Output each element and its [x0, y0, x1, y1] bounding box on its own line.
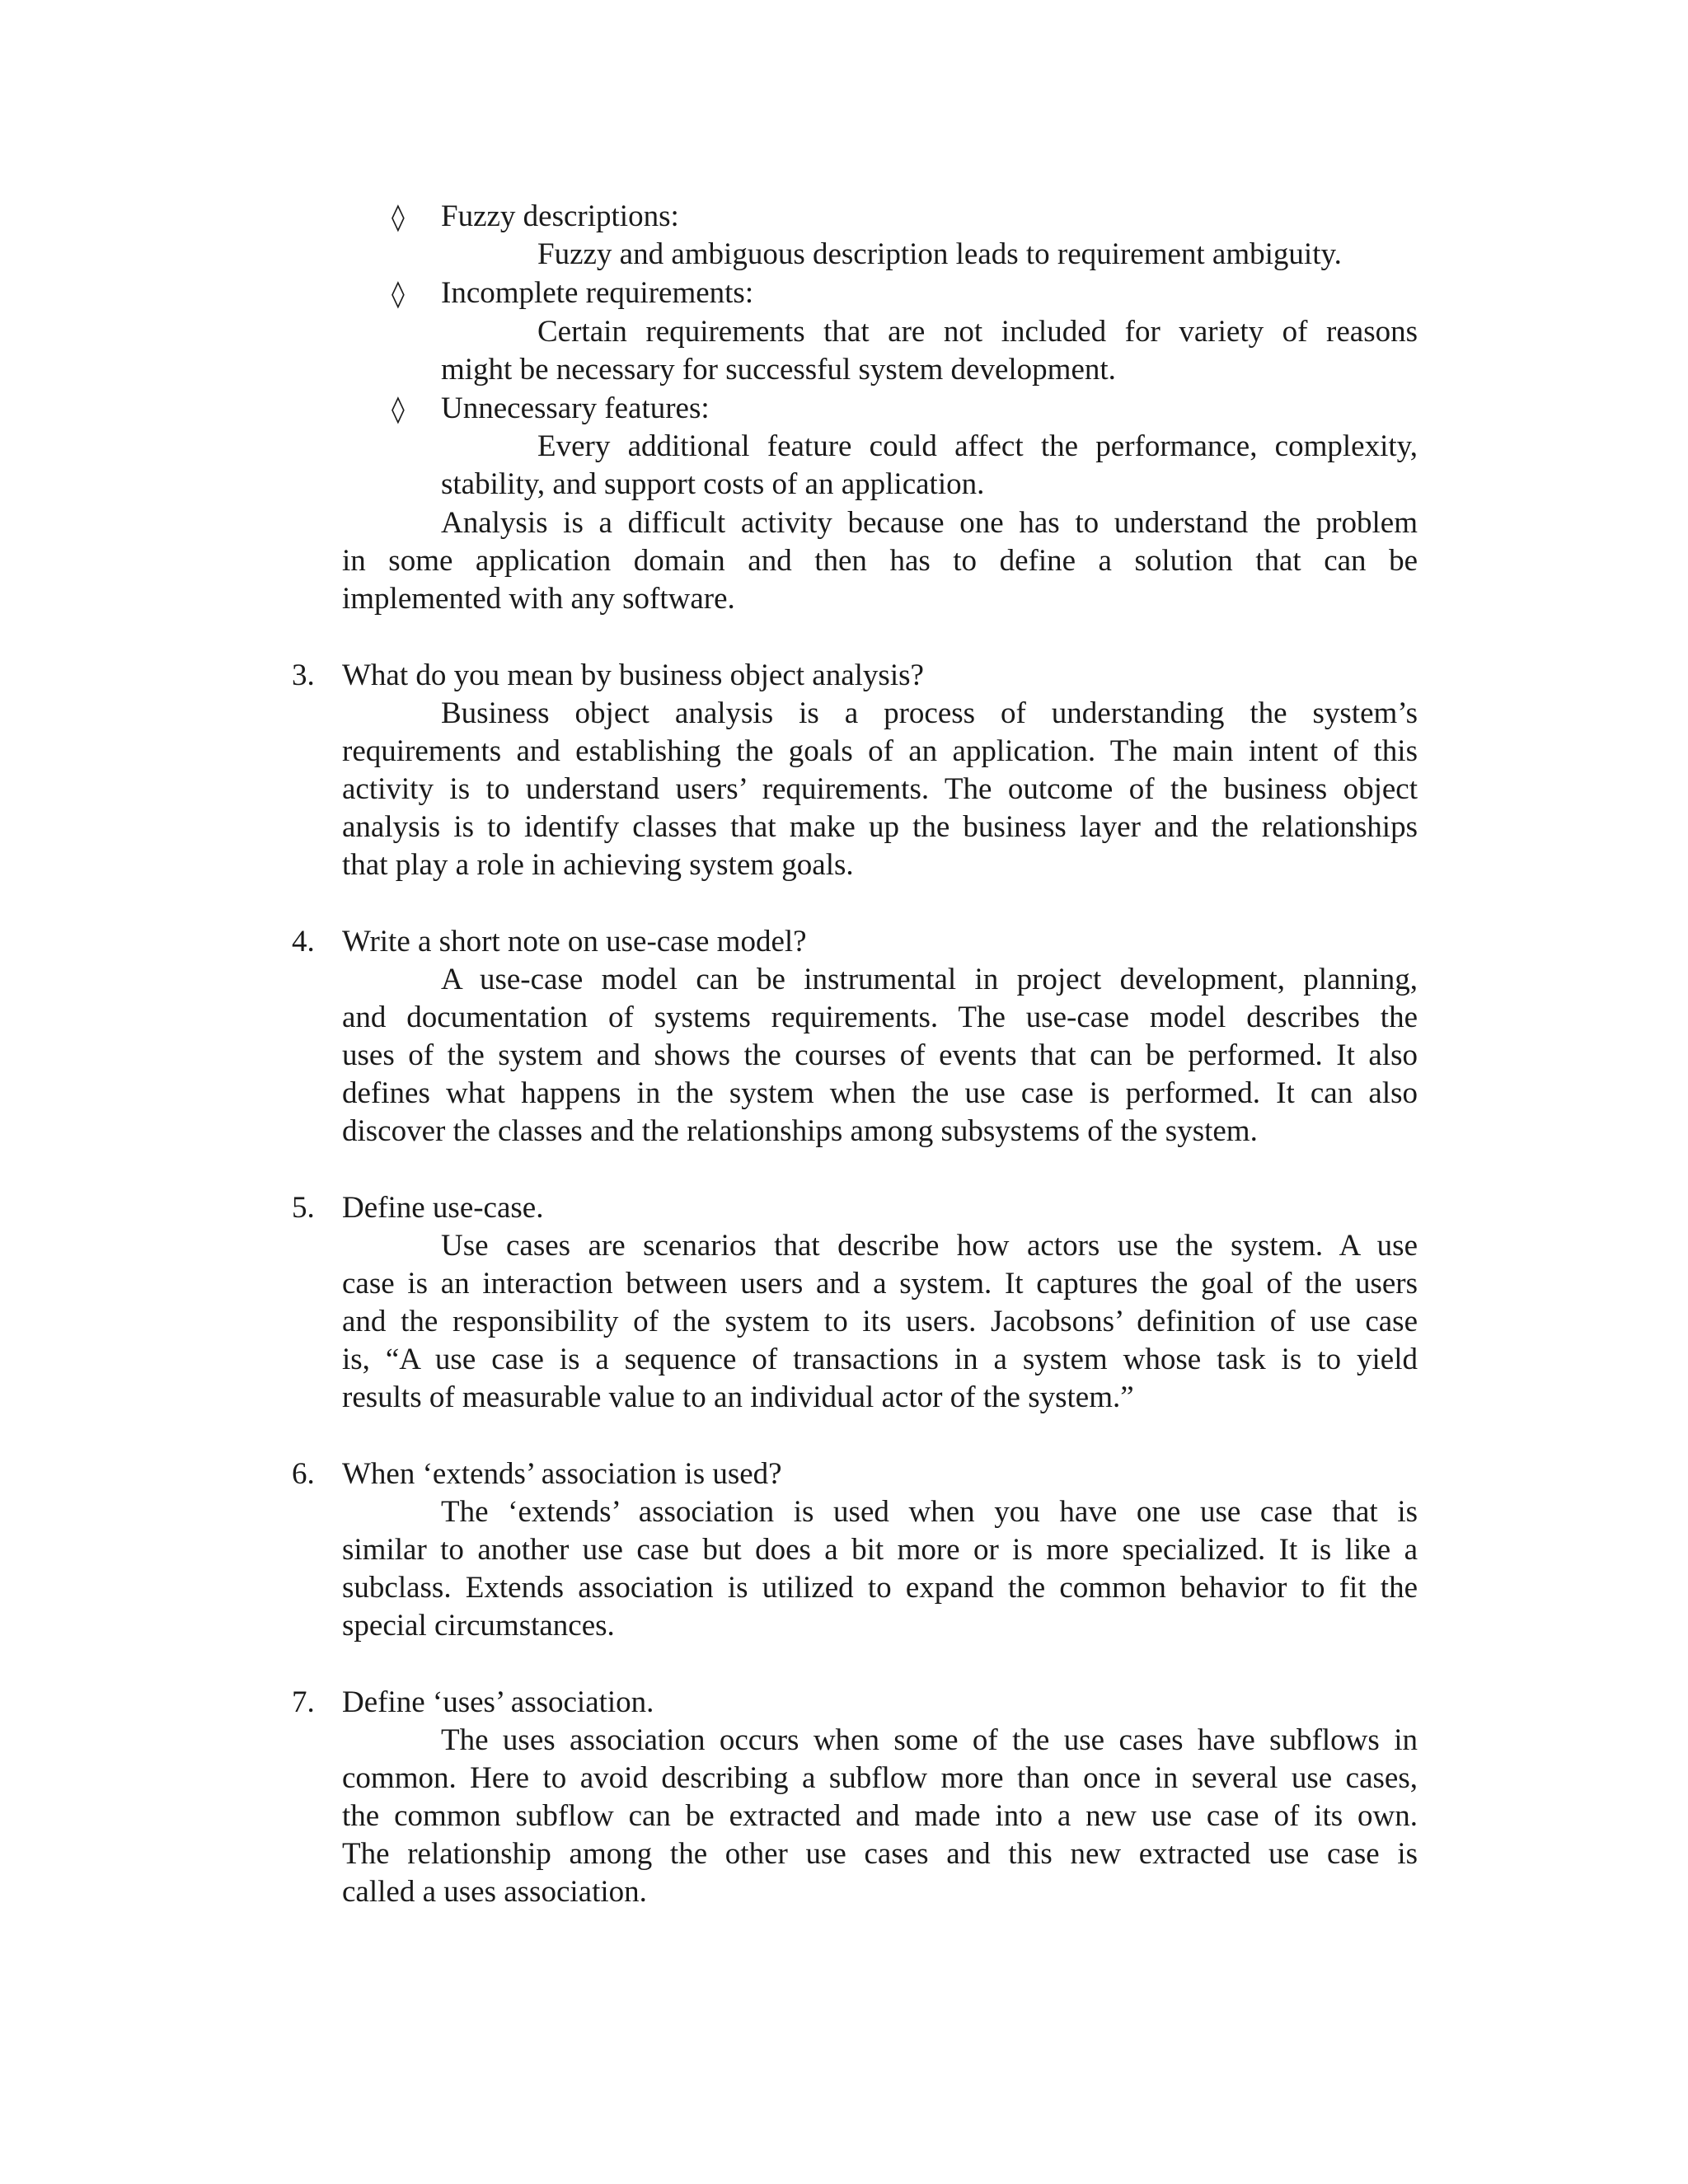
bullet-text-line: Every additional feature could affect the performance, complexity, [537, 429, 1418, 463]
answer-line: analysis is to identify classes that make up the business layer and the relationships [342, 810, 1418, 844]
question-number: 4. [292, 925, 315, 958]
answer-line: called a uses association. [342, 1875, 647, 1909]
bullet-heading: Fuzzy descriptions: [441, 199, 679, 233]
bullet-heading: Unnecessary features: [441, 391, 710, 425]
answer-line: that play a role in achieving system goals. [342, 848, 854, 882]
question-heading: Define ‘uses’ association. [342, 1685, 654, 1719]
answer-line: uses of the system and shows the courses of events that can be performed. It also [342, 1038, 1418, 1072]
answer-line: subclass. Extends association is utilized to expand the common behavior to fit the [342, 1571, 1418, 1605]
diamond-bullet-icon: ◊ [392, 201, 405, 232]
answer-line: the common subflow can be extracted and made into a new use case of its own. [342, 1799, 1418, 1833]
diamond-bullet-icon: ◊ [392, 393, 405, 424]
answer-line: common. Here to avoid describing a subflow more than once in several use cases, [342, 1761, 1418, 1795]
bullet-text-line: might be necessary for successful system development. [441, 353, 1116, 387]
answer-line: and the responsibility of the system to its users. Jacobsons’ definition of use case [342, 1305, 1418, 1338]
answer-line: activity is to understand users’ requirements. The outcome of the business object [342, 772, 1418, 806]
answer-line: defines what happens in the system when the use case is performed. It can also [342, 1076, 1418, 1110]
answer-line: The ‘extends’ association is used when you have one use case that is [441, 1495, 1418, 1529]
answer-line: Use cases are scenarios that describe how actors use the system. A use [441, 1229, 1418, 1263]
paragraph-line: Analysis is a difficult activity because one has to understand the problem [441, 506, 1418, 540]
bullet-text-line: Fuzzy and ambiguous description leads to requirement ambiguity. [537, 237, 1342, 271]
answer-line: results of measurable value to an individual actor of the system.” [342, 1380, 1134, 1414]
paragraph-line: in some application domain and then has to define a solution that can be [342, 544, 1418, 578]
bullet-text-line: Certain requirements that are not included for variety of reasons [537, 315, 1418, 349]
answer-line: and documentation of systems requirements. The use-case model describes the [342, 1001, 1418, 1034]
answer-line: A use-case model can be instrumental in project development, planning, [441, 963, 1418, 996]
question-heading: What do you mean by business object analysis? [342, 658, 924, 692]
question-number: 5. [292, 1191, 315, 1225]
answer-line: The uses association occurs when some of the use cases have subflows in [441, 1723, 1418, 1757]
answer-line: discover the classes and the relationships among subsystems of the system. [342, 1114, 1258, 1148]
answer-line: requirements and establishing the goals of an application. The main intent of this [342, 734, 1418, 768]
question-heading: Define use-case. [342, 1191, 544, 1225]
answer-line: similar to another use case but does a bit more or is more specialized. It is like a [342, 1533, 1418, 1567]
answer-line: special circumstances. [342, 1609, 615, 1643]
question-number: 7. [292, 1685, 315, 1719]
question-heading: Write a short note on use-case model? [342, 925, 807, 958]
diamond-bullet-icon: ◊ [392, 278, 405, 309]
question-number: 6. [292, 1457, 315, 1491]
answer-line: is, “A use case is a sequence of transactions in a system whose task is to yield [342, 1343, 1418, 1376]
bullet-heading: Incomplete requirements: [441, 276, 754, 310]
question-heading: When ‘extends’ association is used? [342, 1457, 782, 1491]
question-number: 3. [292, 658, 315, 692]
answer-line: Business object analysis is a process of understanding the system’s [441, 696, 1418, 730]
answer-line: The relationship among the other use cases and this new extracted use case is [342, 1837, 1418, 1871]
paragraph-line: implemented with any software. [342, 582, 735, 616]
answer-line: case is an interaction between users and a system. It captures the goal of the users [342, 1267, 1418, 1301]
bullet-text-line: stability, and support costs of an application. [441, 467, 985, 501]
